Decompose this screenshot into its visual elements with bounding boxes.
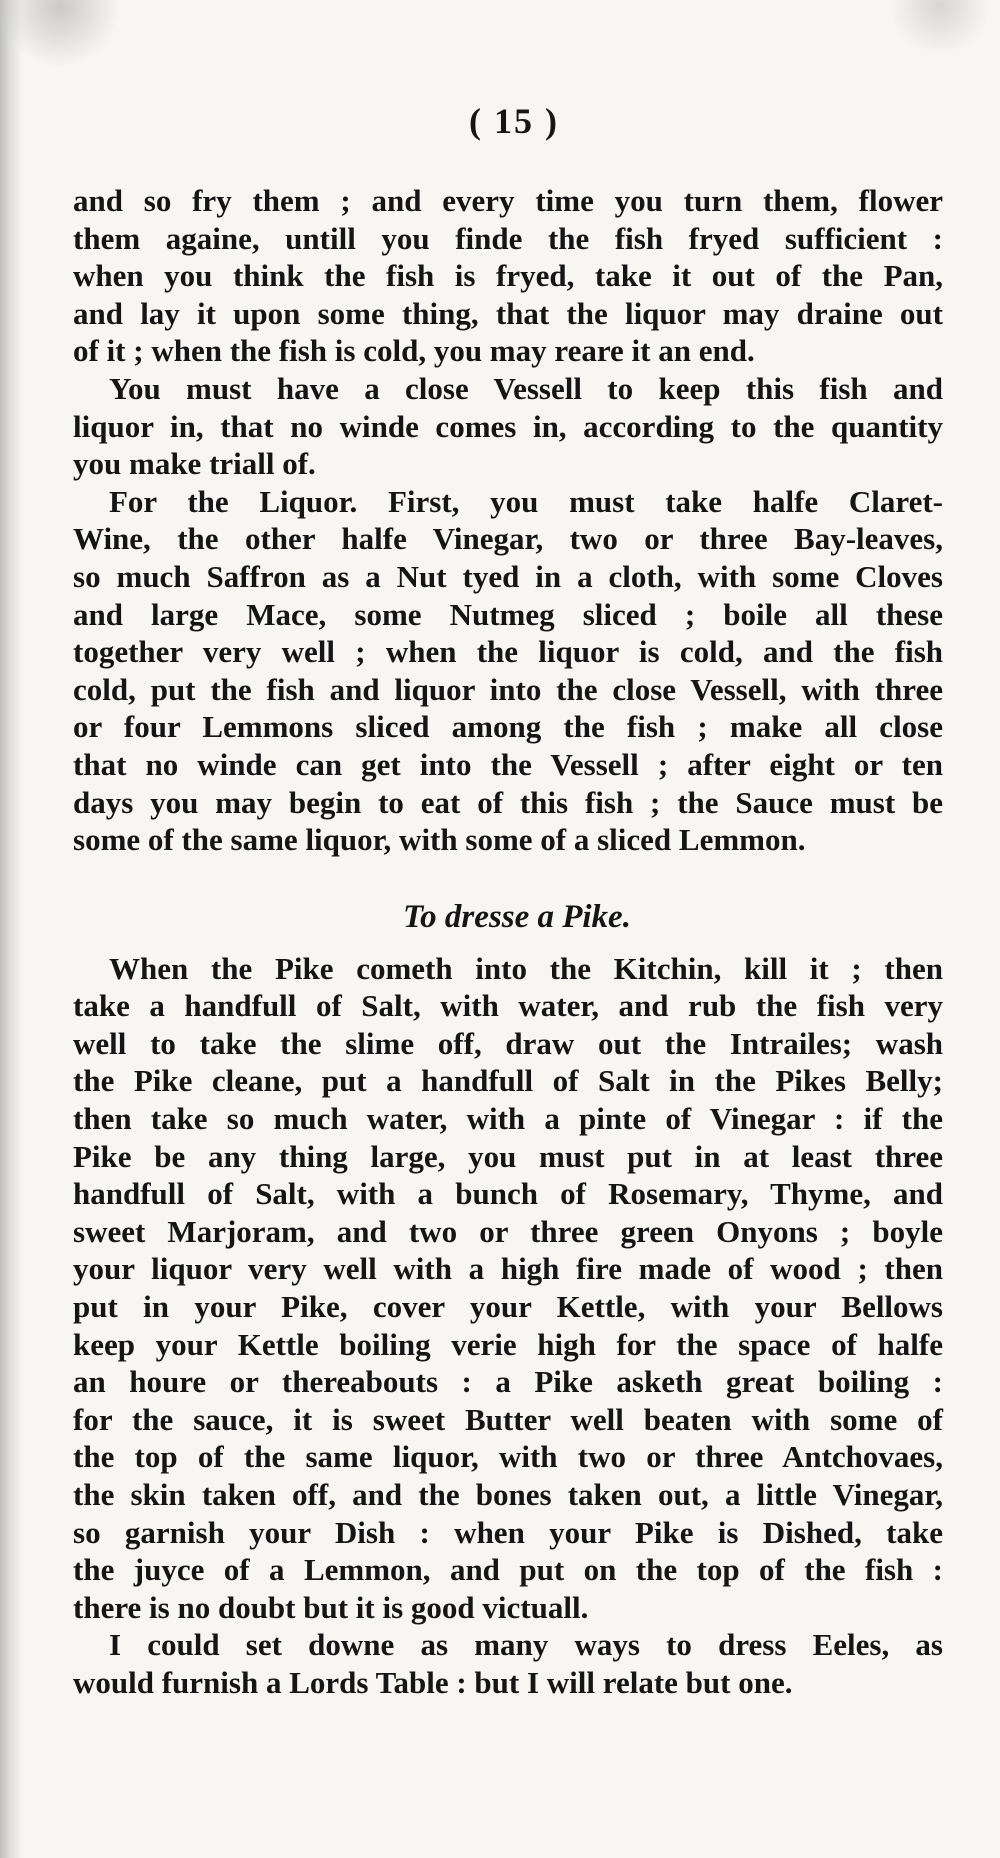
text-line: would furnish a Lords Table : but I will relate but one. xyxy=(73,1664,793,1700)
text-line: keep your Kettle boiling verie high for the space of halfe xyxy=(73,1326,943,1362)
text-line: sweet Marjoram, and two or three green Onyons ; boyle xyxy=(73,1213,943,1249)
text-line: when you think the fish is fryed, take it out of the Pan, xyxy=(73,258,943,294)
paragraph-eeles xyxy=(73,1626,943,1701)
text-line: or four Lemmons sliced among the fish ; make all close xyxy=(73,709,943,745)
text-line: you make triall of. xyxy=(73,446,316,482)
book-page xyxy=(73,100,943,1702)
text-line: your liquor very well with a high fire made of wood ; then xyxy=(73,1251,943,1287)
text-line: the skin taken off, and the bones taken out, a little Vinegar, xyxy=(73,1477,943,1512)
text-line: I could set downe as many ways to dress Eeles, as xyxy=(109,1627,943,1663)
text-line: the Pike cleane, put a handfull of Salt in the Pikes Belly; xyxy=(73,1063,943,1099)
recipe-heading: To dresse a Pike. xyxy=(403,898,631,935)
text-line: that no winde can get into the Vessell ; after eight or ten xyxy=(73,746,943,782)
paragraph-liquor xyxy=(73,483,943,859)
paragraph-vessell xyxy=(73,370,943,483)
text-line: Wine, the other halfe Vinegar, two or three Bay-leaves, xyxy=(73,521,943,557)
text-line: there is no doubt but it is good victuall. xyxy=(73,1589,589,1625)
text-line: so garnish your Dish : when your Pike is Dished, take xyxy=(73,1514,943,1550)
text-line: cold, put the fish and liquor into the close Vessell, with three xyxy=(73,671,943,707)
text-line: the juyce of a Lemmon, and put on the top of the fish : xyxy=(73,1552,943,1588)
text-line: liquor in, that no winde comes in, according to the quantity xyxy=(73,408,943,444)
paragraph-dresse-pike xyxy=(73,950,943,1627)
page-number: ( 15 ) xyxy=(469,101,559,141)
text-line: so much Saffron as a Nut tyed in a cloth, with some Cloves xyxy=(73,558,943,594)
text-line: and so fry them ; and every time you turn them, flower xyxy=(73,183,943,218)
text-line: days you may begin to eat of this fish ; the Sauce must be xyxy=(73,784,943,820)
text-line: some of the same liquor, with some of a sliced Lemmon. xyxy=(73,822,806,858)
text-line: put in your Pike, cover your Kettle, with your Bellows xyxy=(73,1289,943,1325)
paragraph-frying-fish xyxy=(73,182,943,370)
scan-speckle xyxy=(0,0,1000,70)
text-line: the top of the same liquor, with two or three Antchovaes, xyxy=(73,1439,943,1475)
text-line: For the Liquor. First, you must take halfe Claret- xyxy=(109,483,943,519)
text-line: You must have a close Vessell to keep this fish and xyxy=(109,370,943,406)
text-line: then take so much water, with a pinte of Vinegar : if the xyxy=(73,1101,943,1137)
text-line: handfull of Salt, with a bunch of Rosemary, Thyme, and xyxy=(73,1176,943,1212)
text-line: When the Pike cometh into the Kitchin, kill it ; then xyxy=(109,950,943,986)
text-line: and large Mace, some Nutmeg sliced ; boile all these xyxy=(73,596,943,632)
text-line: well to take the slime off, draw out the Intrailes; wash xyxy=(73,1025,943,1061)
page-edge-shadow xyxy=(0,0,22,1858)
text-line: Pike be any thing large, you must put in at least three xyxy=(73,1138,943,1174)
text-line: and lay it upon some thing, that the liquor may draine out xyxy=(73,295,943,331)
text-line: of it ; when the fish is cold, you may reare it an end. xyxy=(73,333,755,369)
text-line: them againe, untill you finde the fish fryed sufficient : xyxy=(73,220,943,256)
text-line: an houre or thereabouts : a Pike asketh great boiling : xyxy=(73,1364,943,1400)
text-line: for the sauce, it is sweet Butter well beaten with some of xyxy=(73,1401,943,1437)
text-line: together very well ; when the liquor is cold, and the fish xyxy=(73,634,943,670)
text-line: take a handfull of Salt, with water, and rub the fish very xyxy=(73,988,943,1024)
